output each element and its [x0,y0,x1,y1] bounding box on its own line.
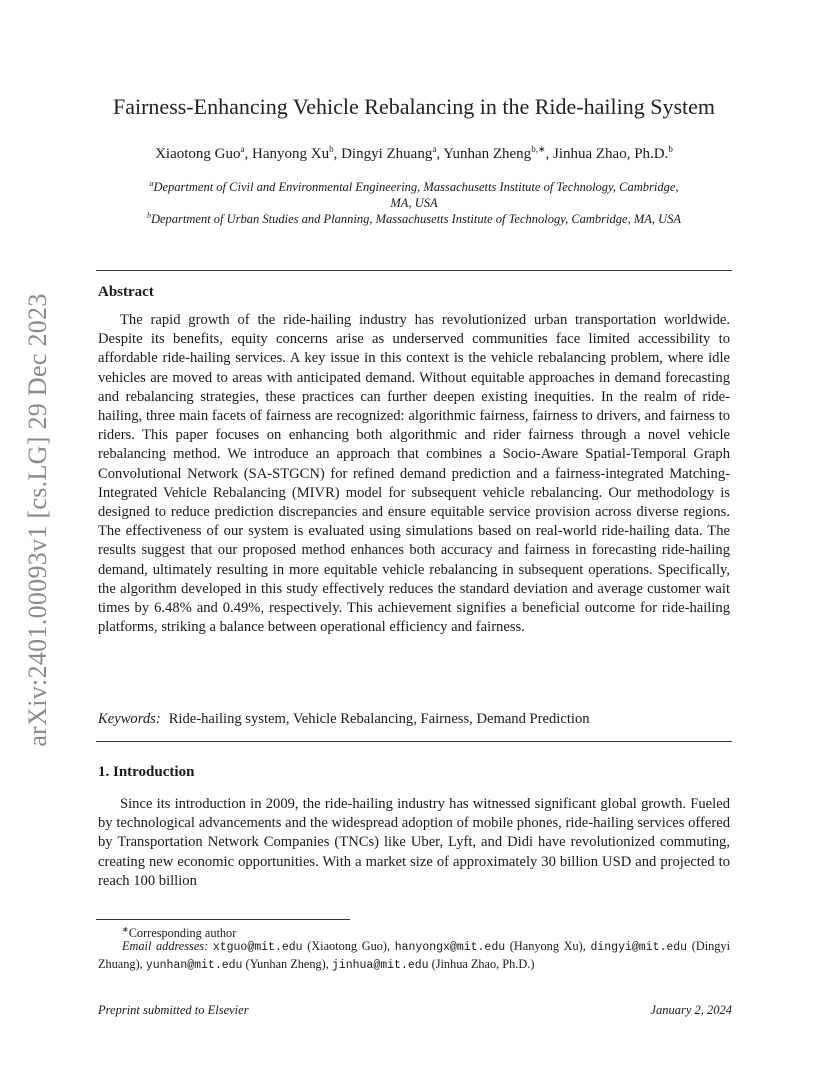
abstract-heading: Abstract [98,284,154,300]
email-link[interactable]: yunhan@mit.edu [145,959,243,972]
top-rule [96,270,732,271]
abstract-text: The rapid growth of the ride-hailing industry has revolutionized urban transportation worldwide. Despite its benefits, equity concerns arise as underserved communities face limited accessibility to affordable ride-hailing services. A key issue in this context is the vehicle rebalancing problem, where idle vehicles are moved to areas with anticipated demand. Without equitable approaches in demand forecasting and rebalancing strategies, these practices can further deepen existing inequities. In the realm of ride-hailing, three main facets of fairness are recognized: algorithmic fairness, fairness to drivers, and fairness to riders. This paper focuses on enhancing both algorithmic and rider fairness through a novel vehicle rebalancing method. We introduce an approach that combines a Socio-Aware Spatial-Temporal Graph Convolutional Network (SA-STGCN) for refined demand prediction and a fairness-integrated Matching-Integrated Vehicle Rebalancing (MIVR) model for subsequent vehicle rebalancing. Our methodology is designed to reduce prediction discrepancies and ensure equitable service provision across diverse regions. The effectiveness of our system is evaluated using simulations based on real-world ride-hailing data. The results suggest that our proposed method enhances both accuracy and fairness in forecasting ride-hailing demand, ultimately resulting in more equitable vehicle rebalancing in subsequent operations. Specifically, the algorithm developed in this study effectively reduces the standard deviation and average customer wait times by 6.48% and 0.49%, respectively. This achievement signifies a beneficial outcome for ride-hailing platforms, striking a balance between operational efficiency and fairness. [98,312,730,636]
paper-title: Fairness-Enhancing Vehicle Rebalancing in the Ride-hailing System [112,94,715,119]
author-list [96,144,732,163]
introduction-text: Since its introduction in 2009, the ride-hailing industry has witnessed significant global growth. Fueled by technological advancements and the widespread adoption of mobile phones, ride-hailing services offered by Transportation Network Companies (TNCs) like Uber, Lyft, and Didi have revolutionized commuting, creating new economic opportunities. With a market size of approximately 30 billion USD and projected to reach 100 billion [98,796,730,889]
email-link[interactable]: jinhua@mit.edu [331,959,429,972]
section-heading-introduction: 1. Introduction [98,764,195,780]
arxiv-stamp [18,285,58,755]
footnote-rule [96,919,350,920]
keywords-text: Ride-hailing system, Vehicle Rebalancing, Fairness, Demand Prediction [168,711,590,727]
keywords [98,711,590,728]
footnote-corresponding: ∗Corresponding author [122,925,237,941]
author: Dingyi Zhuang$^a$, [341,144,444,162]
footnote-emails: Email addresses: xtguo@mit.edu (Xiaotong Guo), hanyongx@mit.edu (Hanyong Xu), dingyi@mit.edu (Dingyi Zhuang), yunhan@mit.edu (Yunhan Zheng), jinhua@mit.edu (Jinhua Zhao, Ph.D.) [98,939,730,972]
bottom-rule [96,741,732,742]
footer-preprint: Preprint submitted to Elsevier [98,1003,249,1017]
footer-date: January 2, 2024 [650,1003,732,1017]
email-link[interactable]: xtguo@mit.edu [212,941,303,954]
email-link[interactable]: hanyongx@mit.edu [394,941,506,954]
arxiv-id: arXiv:2401.00093v1 [cs.LG] 29 Dec 2023 [23,293,52,747]
affiliation-a: $^a$Department of Civil and Environmental Engineering, Massachusetts Institute of Technology, Cambridge, MA, USA [149,179,679,211]
author: Xiaotong Guo$^a$, [155,144,252,162]
author: Yunhan Zheng$^{b,∗}$, [443,144,553,162]
author: Hanyong Xu$^b$, [252,144,342,162]
author: Jinhua Zhao, Ph.D.$^b$ [552,144,673,162]
keywords-label: Keywords: [98,711,161,727]
affiliation-b: $^b$Department of Urban Studies and Planning, Massachusetts Institute of Technology, Cambridge, MA, USA [146,211,682,227]
email-link[interactable]: dingyi@mit.edu [590,941,688,954]
